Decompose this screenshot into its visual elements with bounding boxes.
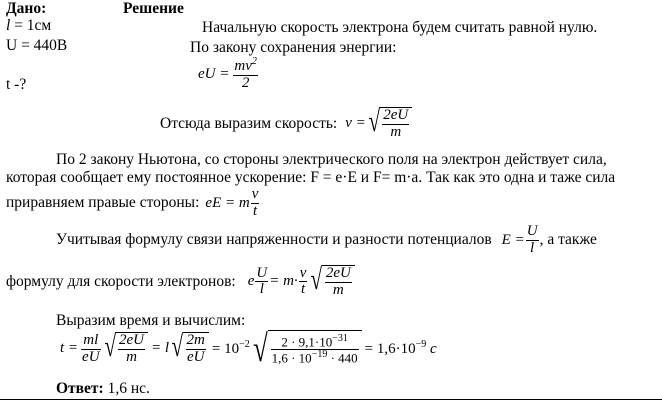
- formula-time-sqrt2: [169, 332, 209, 366]
- formula-f6-fraction1: [255, 266, 268, 299]
- formula-speed-lhs: v =: [345, 115, 366, 132]
- formula-time-root1-den: m: [118, 349, 145, 366]
- formula-f6-num2: v: [299, 264, 307, 281]
- para-field-text: Учитывая формулу связи напряженности и разности потенциалов: [56, 231, 492, 249]
- para-speed-text: Отсюда выразим скорость:: [160, 114, 338, 132]
- formula-energy-denominator: 2: [233, 75, 258, 92]
- formula-time-num1: ml: [83, 331, 99, 348]
- formula-f6-root-den: m: [325, 282, 352, 299]
- answer: [56, 380, 150, 398]
- sqrt-sign-icon: √: [171, 330, 184, 364]
- formula-field-numerator: U: [526, 223, 538, 239]
- formula-f6-mid: = m·: [269, 273, 298, 290]
- given-title: Дано:: [6, 0, 47, 17]
- given-find: t -?: [6, 76, 27, 93]
- para-compute: Выразим время и вычислим:: [56, 312, 246, 329]
- para-field-tail: , а также: [539, 231, 597, 249]
- sqrt-sign-icon: √: [368, 105, 380, 138]
- formula-f6-den2: t: [299, 281, 308, 298]
- formula-speed-denominator: m: [382, 124, 409, 141]
- formula-time-eq-l: = l: [151, 340, 170, 357]
- formula-time-root2-num: 2m: [186, 332, 205, 349]
- formula-time-sqrt1: [102, 332, 148, 366]
- formula-time-root3-den: $1,6 \cdot 10^{-19} \cdot 440$: [271, 349, 358, 366]
- answer-value: 1,6 нс.: [103, 380, 150, 397]
- para-newton-line2: которая сообщает ему постоянное ускорение: F = e·E и F= m·a. Так как это одна и таже сила: [6, 169, 616, 186]
- formula-energy-lhs: eU =: [198, 65, 230, 82]
- formula-f6-sqrt: [308, 265, 354, 299]
- formula-time: [60, 330, 437, 368]
- formula-time-ten: = $10^{-2}$: [211, 339, 250, 358]
- formula-speed-fraction: [382, 108, 409, 141]
- formula-time-lhs: t =: [60, 340, 79, 357]
- formula-f6-root-num: 2eU: [325, 265, 351, 281]
- formula-time-root3-num: $2 \cdot 9,1\cdot 10^{-31}$: [281, 333, 348, 350]
- given-length: [6, 17, 51, 35]
- formula-field-lhs: E =: [501, 231, 525, 248]
- sqrt-sign-icon: √: [252, 328, 268, 370]
- formula-speed-numerator: 2eU: [383, 107, 409, 123]
- bottom-rule: [0, 399, 662, 400]
- solution-title: Решение: [123, 0, 184, 17]
- given-voltage: U = 440В: [6, 37, 68, 54]
- formula-f6-num1: U: [256, 264, 268, 281]
- answer-label: Ответ:: [56, 380, 104, 397]
- para-initial-speed: Начальную скорость электрона будем считать равной нулю.: [202, 19, 598, 36]
- formula-speed-sqrt: [366, 107, 412, 141]
- formula-field-denominator: l: [526, 240, 539, 257]
- formula-time-root1-num: 2eU: [119, 332, 145, 349]
- para-field: [56, 224, 597, 257]
- given-length-symbol: l: [6, 17, 11, 34]
- formula-f6-e: e: [247, 273, 255, 290]
- para-newton-line3: [6, 187, 260, 220]
- para-electron-speed-text: формулу для скорости электронов:: [6, 272, 236, 290]
- para-speed: [160, 107, 412, 141]
- formula-newton-fraction: [251, 187, 260, 220]
- para-newton-line3-text: приравняем правые стороны:: [6, 194, 200, 212]
- para-electron-speed: [6, 265, 355, 299]
- formula-energy-fraction: [233, 57, 258, 92]
- formula-field-fraction: [526, 224, 539, 257]
- sqrt-sign-icon: √: [104, 330, 116, 364]
- formula-time-result: = $1,6\cdot 10^{-9}$ c: [364, 339, 437, 358]
- formula-newton-numerator: v: [251, 186, 259, 202]
- formula-f6-fraction2: [299, 266, 308, 299]
- formula-energy: [198, 57, 259, 92]
- formula-time-den1: eU: [82, 348, 100, 365]
- formula-newton-lhs: eE = m: [205, 194, 250, 211]
- given-length-value: = 1см: [10, 17, 52, 34]
- para-newton-line1: По 2 закону Ньютона, со стороны электрического поля на электрон действует сила,: [56, 151, 607, 168]
- para-energy-law: По закону сохранения энергии:: [190, 39, 397, 56]
- sqrt-sign-icon: √: [310, 263, 323, 296]
- formula-time-sqrt3: [250, 330, 362, 368]
- formula-f6-den1: l: [255, 281, 268, 298]
- formula-newton-denominator: t: [251, 203, 260, 220]
- formula-time-root2-den: eU: [186, 349, 205, 365]
- formula-energy-numerator: $mv^2$: [234, 56, 257, 74]
- formula-time-frac1: [81, 333, 101, 366]
